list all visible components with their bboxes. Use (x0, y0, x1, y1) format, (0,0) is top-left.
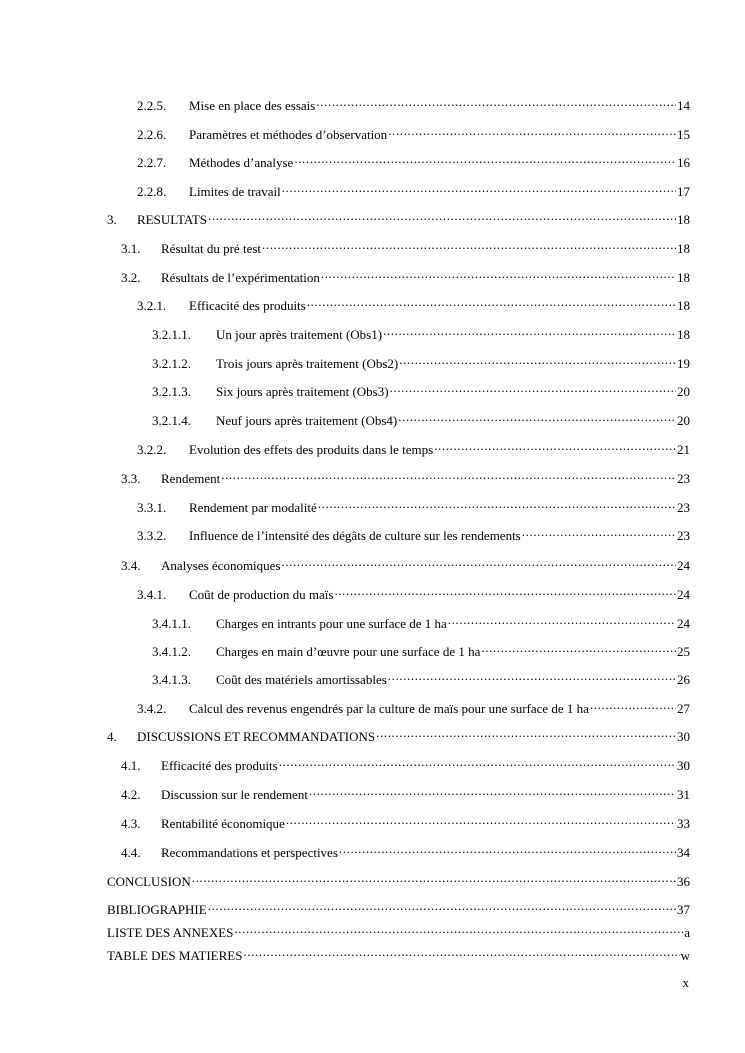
toc-entry[interactable] (152, 409, 690, 428)
toc-entry-label: Résultats de l’expérimentation (161, 270, 320, 285)
toc-entry[interactable] (137, 123, 690, 142)
toc-entry-page: 23 (677, 528, 690, 543)
toc-entry-page: 30 (677, 729, 690, 744)
toc-entry-label: Influence de l’intensité des dégâts de culture sur les rendements (189, 528, 521, 543)
toc-entry-number: 3. (107, 212, 117, 227)
toc-entry-label: Efficacité des produits (189, 298, 306, 313)
toc-entry-number: 4.1. (121, 758, 141, 773)
toc-entry-page: 18 (677, 298, 690, 313)
toc-entry[interactable] (107, 944, 690, 963)
dot-leader (307, 294, 676, 310)
dot-leader (321, 266, 676, 282)
toc-entry-number: 3.4. (121, 558, 141, 573)
toc-entry-number: 3.3. (121, 471, 141, 486)
toc-entry[interactable] (137, 180, 690, 199)
toc-entry-page: 18 (677, 327, 690, 342)
dot-leader (208, 898, 676, 914)
toc-entry-page: 20 (677, 413, 690, 428)
toc-entry-page: 18 (677, 241, 690, 256)
toc-entry[interactable] (137, 496, 690, 515)
toc-entry[interactable] (152, 612, 690, 631)
toc-entry-number: 3.1. (121, 241, 141, 256)
toc-entry[interactable] (121, 554, 690, 573)
toc-entry-label: BIBLIOGRAPHIE (107, 902, 207, 917)
toc-entry[interactable] (107, 898, 690, 917)
dot-leader (383, 323, 676, 339)
toc-entry-label: Rentabilité économique (161, 816, 285, 831)
toc-entry-label: Analyses économiques (161, 558, 281, 573)
dot-leader (316, 94, 676, 110)
toc-entry-label: Paramètres et méthodes d’observation (189, 127, 388, 142)
toc-entry-label: Coût de production du maïs (189, 587, 334, 602)
toc-entry-number: 2.2.7. (137, 155, 167, 170)
dot-leader (221, 467, 676, 483)
toc-entry-label: Recommandations et perspectives (161, 845, 338, 860)
toc-entry[interactable] (121, 812, 690, 831)
toc-entry[interactable] (137, 151, 690, 170)
toc-entry-number: 3.2.1.2. (152, 356, 191, 371)
toc-entry-label: Discussion sur le rendement (161, 787, 308, 802)
dot-leader (243, 944, 679, 960)
toc-entry-label: Charges en intrants pour une surface de 1 ha (216, 616, 447, 631)
toc-entry-number: 3.2.1. (137, 298, 167, 313)
toc-entry[interactable] (152, 668, 690, 687)
toc-entry[interactable] (137, 524, 690, 543)
toc-entry-label: LISTE DES ANNEXES (107, 925, 234, 940)
toc-entry-page: 18 (677, 270, 690, 285)
toc-entry-page: 17 (677, 184, 690, 199)
dot-leader (398, 409, 676, 425)
toc-entry-number: 3.2.1.3. (152, 384, 191, 399)
toc-entry-label: Charges en main d’œuvre pour une surface de 1 ha (216, 644, 481, 659)
toc-entry-number: 3.4.1. (137, 587, 167, 602)
toc-entry-label: Limites de travail (189, 184, 281, 199)
toc-entry-number: 2.2.5. (137, 98, 167, 113)
dot-leader (334, 583, 676, 599)
dot-leader (448, 612, 676, 628)
toc-entry[interactable] (137, 583, 690, 602)
dot-leader (262, 237, 676, 253)
toc-entry[interactable] (107, 921, 690, 940)
toc-entry-number: 2.2.6. (137, 127, 167, 142)
toc-entry-number: 4.3. (121, 816, 141, 831)
dot-leader (399, 352, 676, 368)
dot-leader (434, 438, 676, 454)
toc-entry-number: 3.2.2. (137, 442, 167, 457)
toc-entry-label: Trois jours après traitement (Obs2) (216, 356, 399, 371)
toc-entry-label: Neuf jours après traitement (Obs4) (216, 413, 398, 428)
toc-entry-number: 4. (107, 729, 117, 744)
toc-entry-page: 16 (677, 155, 690, 170)
toc-entry-number: 3.4.1.2. (152, 644, 191, 659)
toc-entry-page: 36 (677, 874, 690, 889)
toc-entry-page: 20 (677, 384, 690, 399)
toc-entry-number: 3.3.2. (137, 528, 167, 543)
toc-entry-page: 26 (677, 672, 690, 687)
toc-entry[interactable] (152, 380, 690, 399)
toc-entry[interactable] (152, 323, 690, 342)
dot-leader (388, 123, 676, 139)
toc-entry-number: 3.4.2. (137, 701, 167, 716)
toc-entry-label: Un jour après traitement (Obs1) (216, 327, 383, 342)
toc-entry-page: 15 (677, 127, 690, 142)
toc-entry-label: DISCUSSIONS ET RECOMMANDATIONS (137, 729, 376, 744)
toc-entry-page: 24 (677, 558, 690, 573)
toc-entry-page: 37 (677, 902, 690, 917)
toc-entry[interactable] (121, 783, 690, 802)
toc-entry-label: Mise en place des essais (189, 98, 316, 113)
toc-entry-number: 4.4. (121, 845, 141, 860)
toc-entry-page: 24 (677, 616, 690, 631)
toc-entry[interactable] (107, 208, 690, 227)
dot-leader (282, 180, 676, 196)
toc-entry-label: Evolution des effets des produits dans le temps (189, 442, 434, 457)
toc-entry-number: 2.2.8. (137, 184, 167, 199)
dot-leader (590, 697, 676, 713)
toc-entry[interactable] (107, 725, 690, 744)
toc-entry-page: 21 (677, 442, 690, 457)
toc-entry[interactable] (121, 266, 690, 285)
dot-leader (481, 640, 676, 656)
toc-entry-label: Calcul des revenus engendrés par la culture de maïs pour une surface de 1 ha (189, 701, 589, 716)
toc-entry-number: 3.4.1.1. (152, 616, 191, 631)
toc-entry[interactable] (121, 841, 690, 860)
dot-leader (234, 921, 683, 937)
toc-entry-page: 14 (677, 98, 690, 113)
dot-leader (522, 524, 676, 540)
toc-entry-page: 23 (677, 471, 690, 486)
toc-entry-number: 3.2. (121, 270, 141, 285)
toc-entry-label: TABLE DES MATIERES (107, 948, 243, 963)
toc-entry-label: RESULTATS (137, 212, 207, 227)
dot-leader (339, 841, 676, 857)
toc-entry[interactable] (152, 352, 690, 371)
dot-leader (388, 668, 676, 684)
toc-entry-page: 33 (677, 816, 690, 831)
toc-entry-page: 18 (677, 212, 690, 227)
toc-entry-label: Six jours après traitement (Obs3) (216, 384, 389, 399)
toc-entry-page: 24 (677, 587, 690, 602)
dot-leader (286, 812, 676, 828)
dot-leader (282, 554, 676, 570)
toc-entry-label: Efficacité des produits (161, 758, 278, 773)
toc-entry-page: 30 (677, 758, 690, 773)
toc-entry-number: 3.4.1.3. (152, 672, 191, 687)
toc-entry-page: 23 (677, 500, 690, 515)
toc-entry-label: CONCLUSION (107, 874, 191, 889)
toc-entry-label: Rendement par modalité (189, 500, 317, 515)
dot-leader (294, 151, 676, 167)
dot-leader (390, 380, 676, 396)
dot-leader (279, 754, 676, 770)
toc-entry[interactable] (137, 294, 690, 313)
toc-entry-page: a (684, 925, 690, 940)
toc-entry-page: 25 (677, 644, 690, 659)
toc-entry[interactable] (137, 697, 690, 716)
toc-entry-number: 4.2. (121, 787, 141, 802)
toc-entry-page: 27 (677, 701, 690, 716)
toc-entry-number: 3.2.1.4. (152, 413, 191, 428)
toc-entry[interactable] (121, 754, 690, 773)
toc-entry[interactable] (121, 467, 690, 486)
toc-entry-label: Résultat du pré test (161, 241, 262, 256)
dot-leader (376, 725, 676, 741)
page-number: x (682, 975, 689, 990)
toc-entry-number: 3.3.1. (137, 500, 167, 515)
toc-entry-label: Méthodes d’analyse (189, 155, 294, 170)
toc-entry[interactable] (137, 438, 690, 457)
toc-entry-label: Coût des matériels amortissables (216, 672, 387, 687)
dot-leader (208, 208, 676, 224)
toc-entry[interactable] (152, 640, 690, 659)
toc-entry[interactable] (121, 237, 690, 256)
toc-entry-label: Rendement (161, 471, 221, 486)
dot-leader (192, 870, 676, 886)
dot-leader (318, 496, 676, 512)
toc-entry-page: w (680, 948, 690, 963)
toc-entry[interactable] (137, 94, 690, 113)
toc-entry-number: 3.2.1.1. (152, 327, 191, 342)
toc-entry[interactable] (107, 870, 690, 889)
toc-entry-page: 31 (677, 787, 690, 802)
dot-leader (309, 783, 676, 799)
toc-entry-page: 34 (677, 845, 690, 860)
toc-entry-page: 19 (677, 356, 690, 371)
